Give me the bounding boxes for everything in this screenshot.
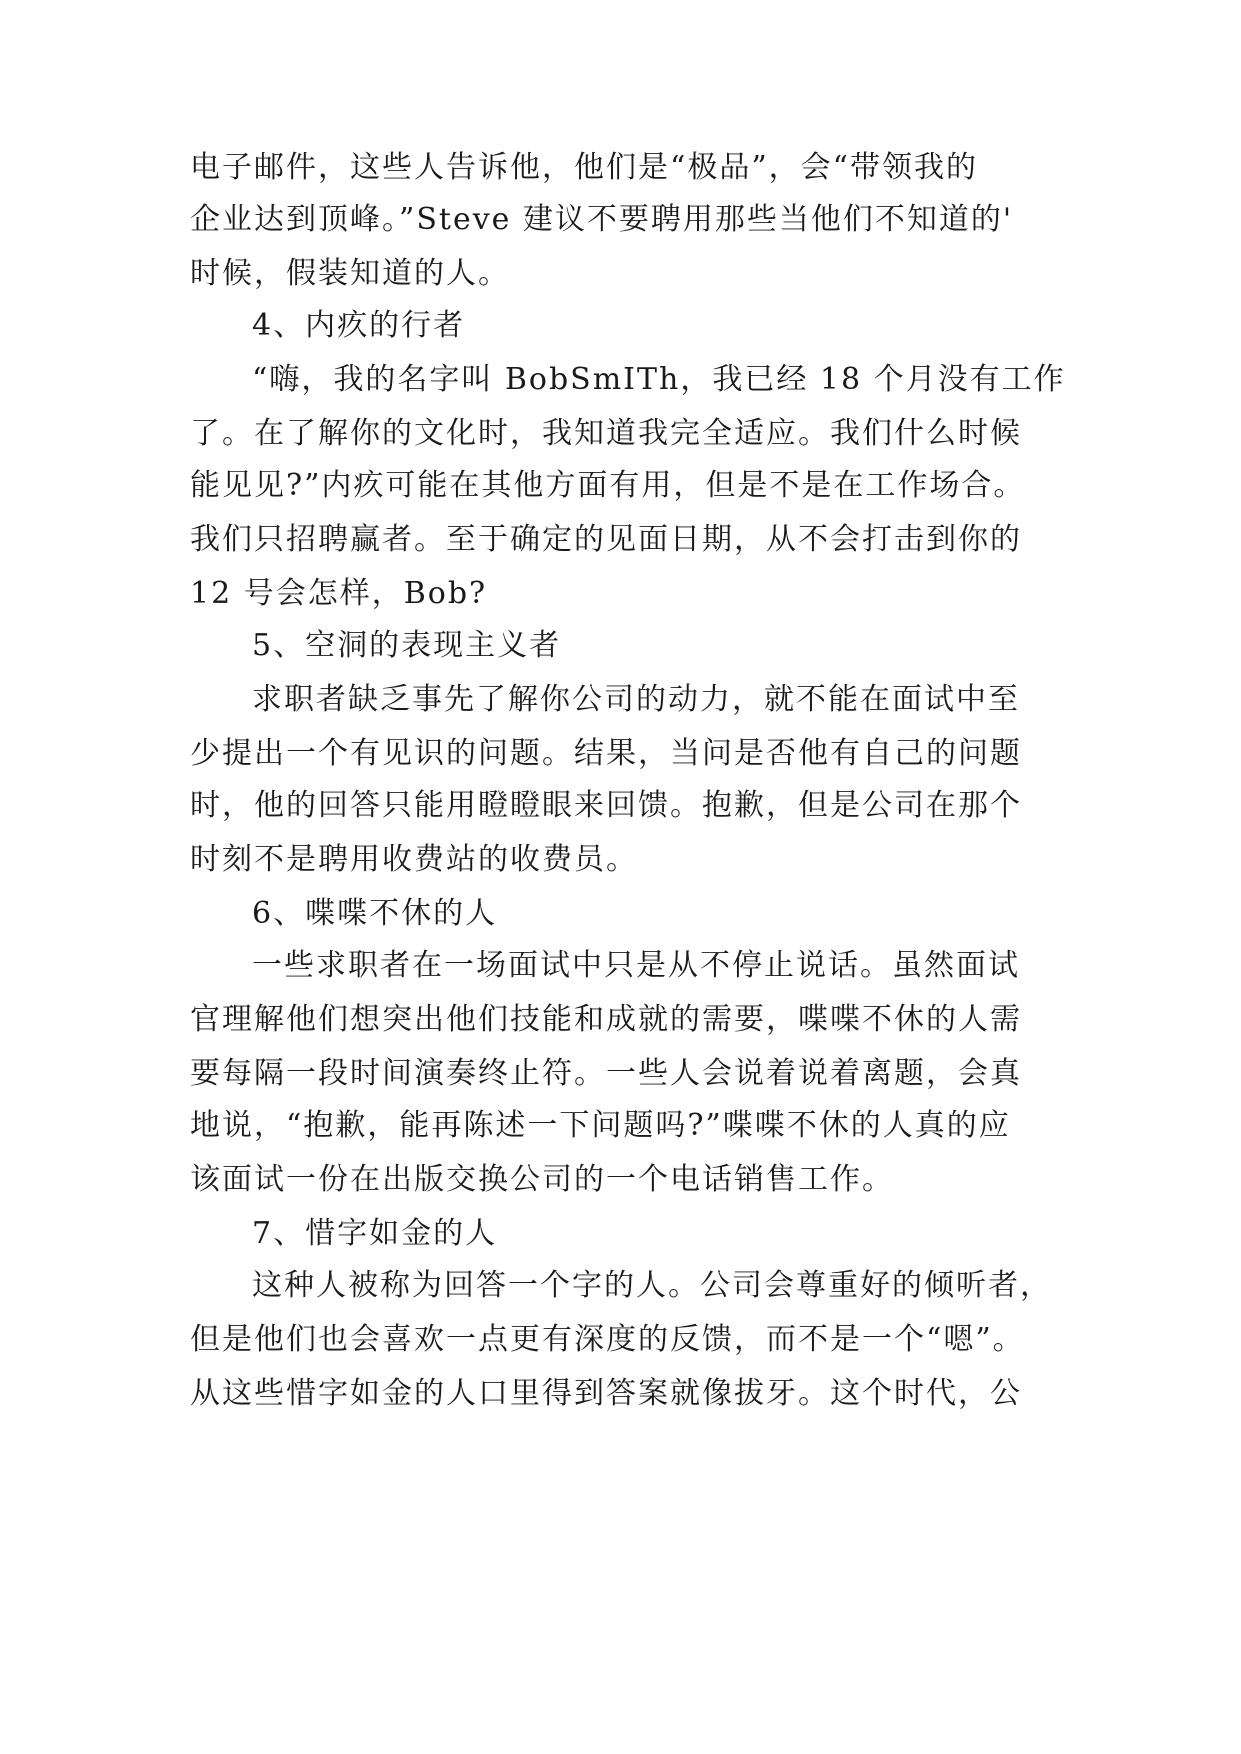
text-line: 时刻不是聘用收费站的收费员。 (190, 842, 638, 877)
text-line: 一些求职者在一场面试中只是从不停止说话。虽然面试 (252, 948, 1020, 983)
section-heading: 4、内疚的行者 (252, 308, 466, 343)
text-line: 但是他们也会喜欢一点更有深度的反馈，而不是一个“嗯”。 (190, 1322, 1025, 1357)
text-line: 要每隔一段时间演奏终止符。一些人会说着说着离题，会真 (190, 1056, 1022, 1091)
text-line: 能见见?”内疚可能在其他方面有用，但是不是在工作场合。 (190, 468, 1026, 503)
text-line: 时，他的回答只能用瞪瞪眼来回馈。抱歉，但是公司在那个 (190, 788, 1022, 823)
text-line: 电子邮件，这些人告诉他，他们是“极品”，会“带领我的 (190, 150, 979, 185)
text-line: 该面试一份在出版交换公司的一个电话销售工作。 (190, 1162, 894, 1197)
text-line: 求职者缺乏事先了解你公司的动力，就不能在面试中至 (252, 682, 1020, 717)
text-line: 地说，“抱歉，能再陈述一下问题吗?”喋喋不休的人真的应 (190, 1108, 1011, 1143)
text-line: 时候，假装知道的人。 (190, 256, 510, 291)
text-line: 了。在了解你的文化时，我知道我完全适应。我们什么时候 (190, 416, 1022, 451)
text-line: 少提出一个有见识的问题。结果，当问是否他有自己的问题 (190, 736, 1022, 771)
section-heading: 6、喋喋不休的人 (252, 896, 498, 931)
text-line: 这种人被称为回答一个字的人。公司会尊重好的倾听者， (252, 1268, 1052, 1303)
text-line: 企业达到顶峰。”Steve 建议不要聘用那些当他们不知道的' (190, 202, 1014, 237)
text-line: 从这些惜字如金的人口里得到答案就像拔牙。这个时代，公 (190, 1376, 1022, 1411)
text-line: “嗨，我的名字叫 BobSmITh，我已经 18 个月没有工作 (252, 362, 1066, 397)
text-line: 12 号会怎样，Bob? (190, 576, 488, 611)
section-heading: 7、惜字如金的人 (252, 1216, 498, 1251)
text-line: 官理解他们想突出他们技能和成就的需要，喋喋不休的人需 (190, 1002, 1022, 1037)
text-line: 我们只招聘赢者。至于确定的见面日期，从不会打击到你的 (190, 522, 1022, 557)
section-heading: 5、空洞的表现主义者 (252, 628, 562, 663)
